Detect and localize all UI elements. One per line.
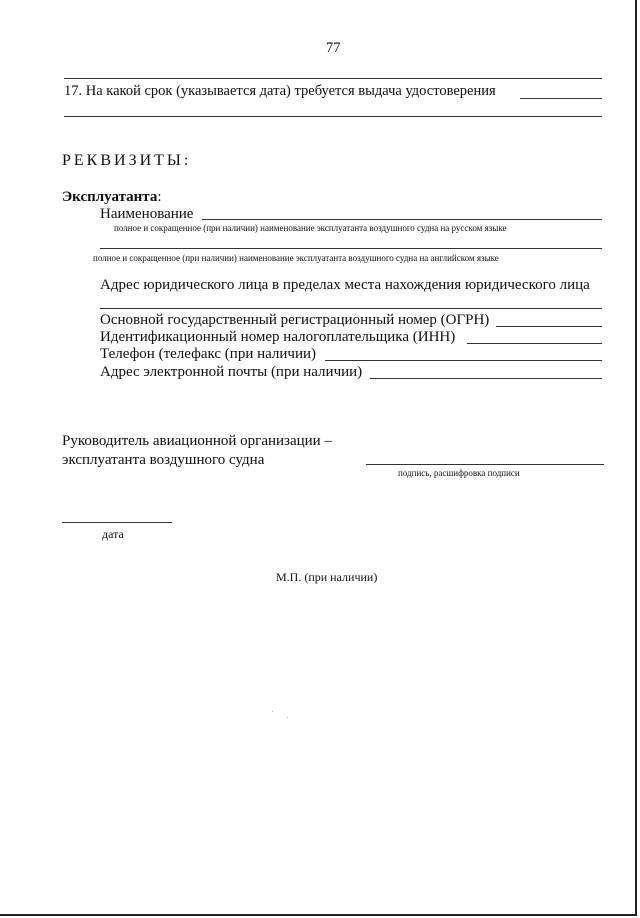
operator-colon: : — [157, 189, 162, 205]
legal-address-label: Адрес юридического лица в пределах места нахождения юридического лица — [100, 277, 590, 293]
date-caption: дата — [102, 527, 124, 541]
scan-speck — [272, 711, 273, 712]
question-17-answer-field[interactable] — [520, 98, 602, 99]
name-en-caption: полное и сокращенное (при наличии) наименование эксплуатанта воздушного судна на английском языке — [93, 253, 499, 263]
legal-address-field[interactable] — [100, 308, 602, 309]
operator-label-wrap — [62, 189, 162, 206]
email-field[interactable] — [370, 378, 602, 379]
signature-caption: подпись, расшифровка подписи — [398, 468, 520, 478]
signature-field[interactable] — [366, 464, 604, 465]
name-en-field[interactable] — [100, 248, 602, 249]
page-number: 77 — [326, 40, 341, 56]
question-17-continuation-field[interactable] — [64, 116, 602, 117]
ogrn-field[interactable] — [496, 326, 602, 327]
top-rule — [64, 78, 602, 79]
inn-label: Идентификационный номер налогоплательщика (ИНН) — [100, 329, 456, 345]
phone-label: Телефон (телефакс (при наличии) — [100, 346, 317, 362]
head-title-line1: Руководитель авиационной организации – — [62, 433, 332, 449]
phone-field[interactable] — [325, 360, 602, 361]
stamp-label: М.П. (при наличии) — [276, 570, 378, 584]
date-field[interactable] — [62, 522, 172, 523]
email-label: Адрес электронной почты (при наличии) — [100, 364, 363, 380]
name-label: Наименование — [100, 206, 194, 222]
requisites-heading: РЕКВИЗИТЫ: — [62, 152, 192, 169]
name-ru-caption: полное и сокращенное (при наличии) наименование эксплуатанта воздушного судна на русском языке — [114, 223, 507, 233]
ogrn-label: Основной государственный регистрационный номер (ОГРН) — [100, 312, 490, 328]
head-title-line2: эксплуатанта воздушного судна — [62, 452, 265, 468]
name-ru-field[interactable] — [202, 219, 602, 220]
operator-label: Эксплуатанта — [62, 189, 158, 205]
inn-field[interactable] — [467, 343, 602, 344]
scan-speck — [287, 717, 288, 718]
question-17-text: 17. На какой срок (указывается дата) требуется выдача удостоверения — [64, 83, 496, 99]
